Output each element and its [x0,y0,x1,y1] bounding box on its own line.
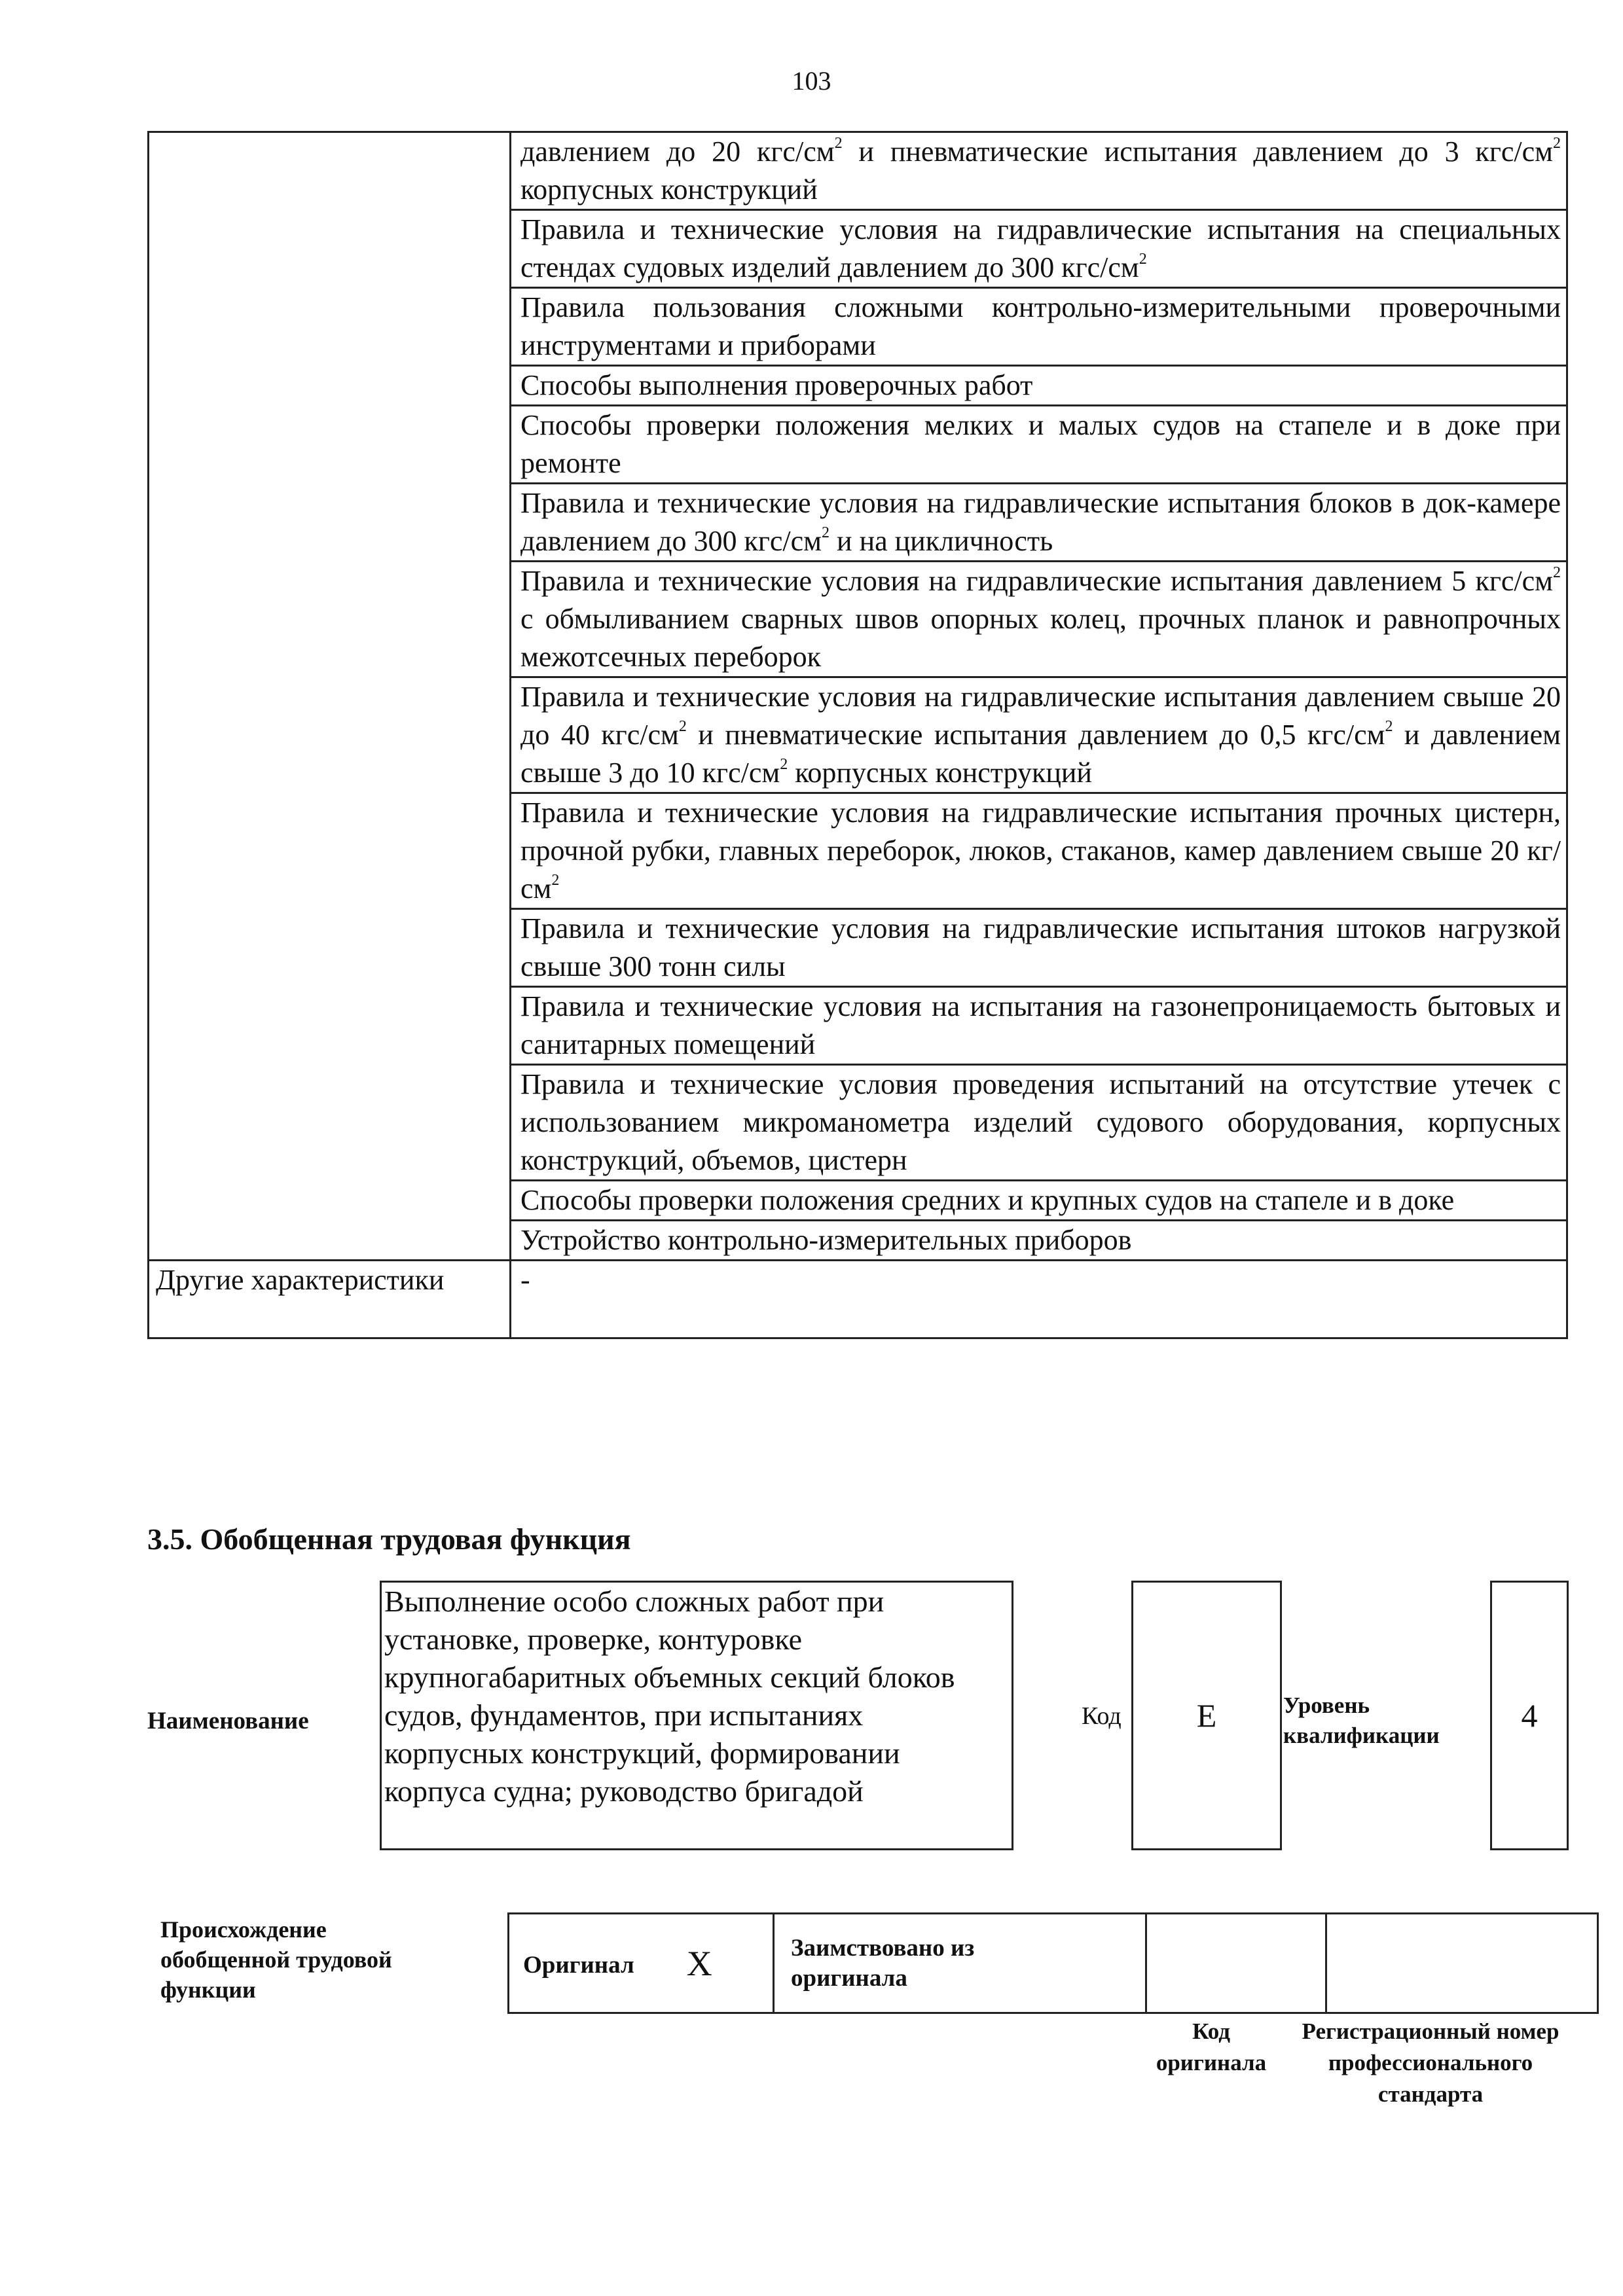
requirements-label-cell [149,132,511,1261]
requirement-text: Способы выполнения проверочных работ [520,369,1033,401]
superscript: 2 [834,135,843,152]
requirement-item [511,288,1567,366]
other-characteristics-label-cell [149,1261,511,1338]
requirement-item [511,677,1567,793]
origin-label: Происхождение обобщенной трудовой функции [160,1916,392,2003]
requirement-text: и давлением свыше 3 до 10 кгс/см [520,719,1561,789]
requirement-text: и на цикличность [830,525,1053,557]
requirement-item [511,1221,1567,1261]
requirement-text: Правила и технические условия на гидравлические испытания на специальных стендах судовых изделий давлением до 300 кгс/см [520,213,1561,283]
superscript: 2 [780,756,788,774]
reg-number-caption: Регистрационный номер профессионального стандарта [1302,2018,1559,2107]
requirements-table-body [149,132,1567,1338]
requirement-text: Правила и технические условия на гидравлические испытания давлением 5 кгс/см [520,565,1553,597]
name-label: Наименование [147,1708,309,1734]
requirement-text: с обмыливанием сварных швов опорных колец, прочных планок и равнопрочных межотсечных переборок [520,603,1561,673]
borrowed-label [774,1914,1146,2013]
qualification-level-label: Уровень квалификации [1283,1693,1440,1748]
requirement-text: и пневматические испытания давлением до 0,5 кгс/см [686,719,1385,751]
requirement-item [511,210,1567,288]
requirement-item [511,793,1567,909]
code-value-box: E [1131,1581,1282,1850]
page-number: 103 [792,66,831,96]
requirement-item [511,484,1567,562]
origin-table [507,1912,1599,2014]
requirement-item [511,406,1567,484]
original-mark: X [686,1944,712,1983]
superscript: 2 [1385,718,1393,736]
original-label: Оригинал [523,1952,634,1979]
borrowed-label-text: Заимствовано из оригинала [791,1934,975,1992]
function-name-box: Выполнение особо сложных работ при установке, проверке, контуровке крупногабаритных объемных секций блоков судов, фундаментов, при испытаниях корпусных конструкций, формировании корпуса судна; руководство бригадой [380,1581,1013,1850]
requirement-text: Правила и технические условия проведения испытаний на отсутствие утечек с использованием микроманометра изделий судового оборудования, корпусных конструкций, объемов, цистерн [520,1068,1561,1176]
superscript: 2 [678,718,687,736]
requirement-item [511,562,1567,677]
requirement-text: Правила и технические условия на гидравлические испытания давлением свыше 20 до 40 кгс/см [520,681,1561,751]
requirement-text: корпусных конструкций [520,173,818,206]
requirement-item [511,1065,1567,1181]
origin-original-cell [509,1914,774,2013]
origin-code-cell [1146,1914,1326,2013]
requirement-item [511,132,1567,210]
requirement-text: Правила пользования сложными контрольно-измерительными проверочными инструментами и приборами [520,291,1561,361]
requirement-text: Правила и технические условия на гидравлические испытания прочных цистерн, прочной рубки, главных переборок, люков, стаканов, камер давлением свыше 20 кг/см [520,797,1561,905]
code-label: Код [1082,1702,1122,1730]
section-title: 3.5. Обобщенная трудовая функция [147,1522,631,1556]
requirement-text: давлением до 20 кгс/см [520,135,835,168]
requirement-text: Правила и технические условия на испытания на газонепроницаемость бытовых и санитарных помещений [520,990,1561,1060]
requirements-table [147,131,1568,1339]
qualification-level-box: 4 [1490,1581,1569,1850]
superscript: 2 [822,524,830,542]
superscript: 2 [1553,135,1561,152]
requirement-item [511,987,1567,1065]
code-original-caption: Код оригинала [1156,2018,1267,2075]
requirement-text: и пневматические испытания давлением до 3 кгс/см [842,135,1553,168]
requirement-text: Способы проверки положения мелких и малых судов на стапеле и в доке при ремонте [520,409,1561,479]
requirement-row [149,132,1567,210]
superscript: 2 [1553,564,1561,582]
requirement-item [511,366,1567,406]
requirement-item [511,1181,1567,1221]
superscript: 2 [1139,251,1147,268]
origin-reg-number-cell [1326,1914,1598,2013]
requirement-item [511,909,1567,987]
superscript: 2 [551,872,560,889]
requirement-text: Правила и технические условия на гидравлические испытания блоков в док-камере давлением до 300 кгс/см [520,487,1561,557]
requirement-text: корпусных конструкций [788,757,1092,789]
other-characteristics-value: - [511,1261,1567,1338]
requirement-text: Устройство контрольно-измерительных приборов [520,1224,1132,1256]
other-characteristics-label: Другие характеристики [156,1264,445,1296]
requirement-text: Правила и технические условия на гидравлические испытания штоков нагрузкой свыше 300 тонн силы [520,912,1561,982]
other-characteristics-row [149,1261,1567,1338]
requirement-text: Способы проверки положения средних и крупных судов на стапеле и в доке [520,1184,1455,1216]
